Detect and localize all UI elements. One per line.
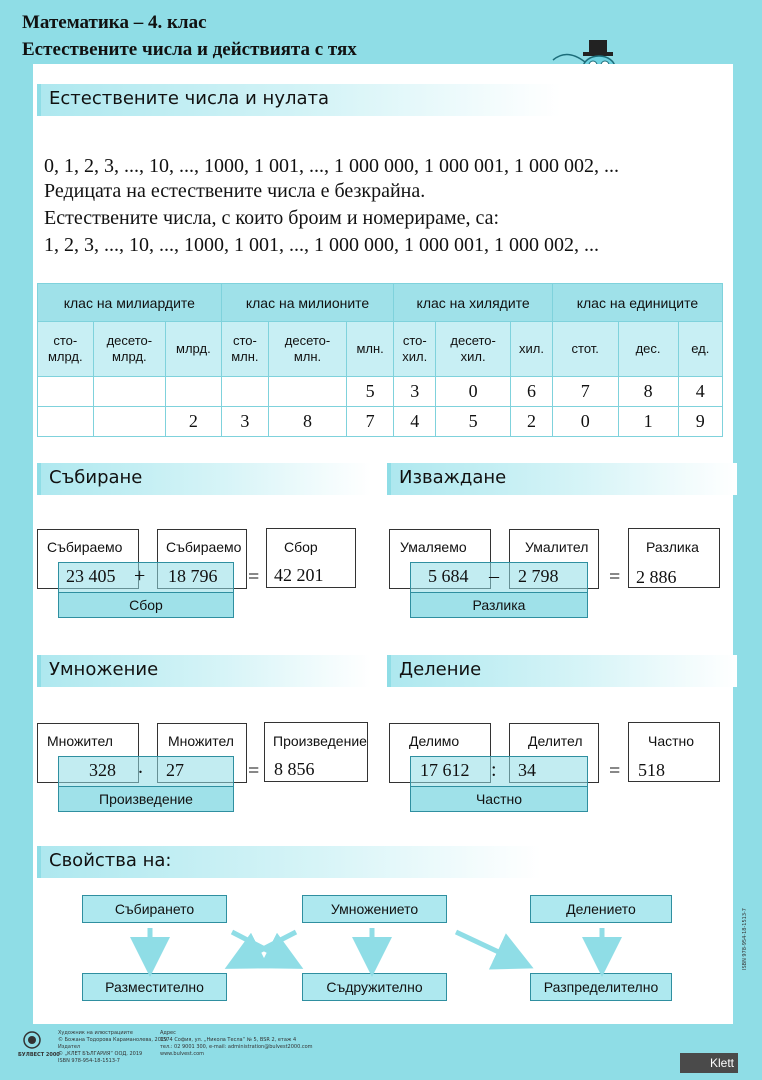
class-header-billions: клас на милиардите bbox=[38, 284, 222, 322]
minuend-label: Умаляемо bbox=[400, 539, 467, 555]
divisor-value: 34 bbox=[518, 760, 536, 780]
unit-header: млн. bbox=[346, 322, 393, 377]
addend2-label: Събираемо bbox=[166, 539, 242, 555]
klett-logo: Klett bbox=[680, 1053, 738, 1073]
unit-header: дес. bbox=[618, 322, 678, 377]
natural-counting-line: Естествените числа, с които броим и номерираме, са: bbox=[44, 207, 500, 229]
addend1-value: 23 405 bbox=[66, 566, 116, 586]
table-cell: 2 bbox=[511, 407, 553, 437]
table-cell: 8 bbox=[269, 407, 347, 437]
section-heading-division: Деление bbox=[399, 659, 482, 680]
table-cell: 4 bbox=[678, 377, 722, 407]
unit-header: стот. bbox=[552, 322, 618, 377]
dividend-label: Делимо bbox=[409, 733, 460, 749]
difference-expression-label: Разлика bbox=[410, 592, 588, 618]
section-heading-properties: Свойства на: bbox=[49, 850, 172, 871]
factor2-label: Множител bbox=[168, 733, 234, 749]
table-cell: 7 bbox=[552, 377, 618, 407]
table-cell: 7 bbox=[346, 407, 393, 437]
sum-expression-label: Сбор bbox=[58, 592, 234, 618]
property-commutative: Разместително bbox=[82, 973, 227, 1001]
quotient-expression-label: Частно bbox=[410, 786, 588, 812]
unit-header: сто- млрд. bbox=[38, 322, 94, 377]
arrow-diagonal-icon bbox=[232, 932, 290, 962]
addend2-value: 18 796 bbox=[168, 566, 218, 586]
difference-value: 2 886 bbox=[636, 567, 677, 587]
unit-header: десето- млрд. bbox=[93, 322, 165, 377]
table-cell: 6 bbox=[511, 377, 553, 407]
unit-header: сто- млн. bbox=[221, 322, 268, 377]
table-cell: 1 bbox=[618, 407, 678, 437]
plus-sign: + bbox=[134, 565, 146, 587]
divisor-label: Делител bbox=[528, 733, 583, 749]
subtrahend-value: 2 798 bbox=[518, 566, 559, 586]
poster-subtitle: Естествените числа и действията с тях bbox=[22, 39, 357, 60]
dividend-value: 17 612 bbox=[420, 760, 470, 780]
minuend-value: 5 684 bbox=[428, 566, 469, 586]
unit-header: десето- млн. bbox=[269, 322, 347, 377]
natural-counting-sequence: 1, 2, 3, ..., 10, ..., 1000, 1 001, ..., 1 000 000, 1 000 001, 1 000 002, ... bbox=[44, 234, 599, 256]
table-cell: 3 bbox=[221, 407, 268, 437]
section-heading-subtraction: Изваждане bbox=[399, 467, 507, 488]
sum-value: 42 201 bbox=[274, 565, 324, 585]
class-header-units: клас на единиците bbox=[552, 284, 722, 322]
natural-infinite-line: Редицата на естествените числа е безкрайна. bbox=[44, 180, 426, 202]
table-cell: 0 bbox=[436, 377, 511, 407]
unit-header: млрд. bbox=[166, 322, 222, 377]
equals-sign: = bbox=[248, 760, 260, 782]
class-header-thousands: клас на хилядите bbox=[394, 284, 553, 322]
property-source-addition: Събирането bbox=[82, 895, 227, 923]
footer-credits: Художник на илюстрациите © Божана Тодорова Караманолева, 2019 Издател © „КЛЕТ БЪЛГАРИЯ“ ООД, 2019 ISBN 978-954-18-1513-7 bbox=[58, 1030, 168, 1064]
table-cell: 8 bbox=[618, 377, 678, 407]
equals-sign: = bbox=[248, 566, 260, 588]
table-cell: 4 bbox=[394, 407, 436, 437]
table-cell: 3 bbox=[394, 377, 436, 407]
bulvest-logo-icon bbox=[22, 1030, 42, 1050]
factor1-value: 328 bbox=[89, 760, 116, 780]
property-distributive: Разпределително bbox=[530, 973, 672, 1001]
section-heading-multiplication: Умножение bbox=[49, 659, 159, 680]
table-cell: 0 bbox=[552, 407, 618, 437]
table-cell: 5 bbox=[346, 377, 393, 407]
equals-sign: = bbox=[609, 566, 621, 588]
colon-sign: : bbox=[491, 759, 497, 781]
property-associative: Съдружително bbox=[302, 973, 447, 1001]
product-value: 8 856 bbox=[274, 759, 315, 779]
quotient-value: 518 bbox=[638, 760, 665, 780]
section-heading-addition: Събиране bbox=[49, 467, 143, 488]
poster-title: Математика – 4. клас bbox=[22, 12, 207, 33]
class-header-millions: клас на милионите bbox=[221, 284, 394, 322]
factor2-value: 27 bbox=[166, 760, 184, 780]
equals-sign: = bbox=[609, 760, 621, 782]
arrow-diagonal-icon bbox=[238, 932, 296, 962]
table-cell: 2 bbox=[166, 407, 222, 437]
footer-address: Адрес 1574 София, ул. „Никола Тесла“ № 5, BSR 2, етаж 4 тел.: 02 9001 300, e-mail: administration@bulvest2000.com www.bulvest.com bbox=[160, 1030, 313, 1057]
barcode-isbn-text: ISBN 978-954-18-1513-7 bbox=[742, 908, 748, 970]
section-heading-natural: Естествените числа и нулата bbox=[49, 88, 330, 109]
dot-sign: . bbox=[138, 756, 143, 778]
product-label: Произведение bbox=[273, 733, 367, 749]
subtrahend-label: Умалител bbox=[525, 539, 589, 555]
difference-label: Разлика bbox=[646, 539, 699, 555]
property-source-multiplication: Умножението bbox=[302, 895, 447, 923]
property-source-division: Делението bbox=[530, 895, 672, 923]
quotient-label: Частно bbox=[648, 733, 695, 749]
minus-sign: – bbox=[489, 565, 499, 587]
factor1-label: Множител bbox=[47, 733, 113, 749]
unit-header: десето- хил. bbox=[436, 322, 511, 377]
unit-header: ед. bbox=[678, 322, 722, 377]
unit-header: хил. bbox=[511, 322, 553, 377]
unit-header: сто- хил. bbox=[394, 322, 436, 377]
table-cell: 9 bbox=[678, 407, 722, 437]
bulvest-logo-text: БУЛВЕСТ 2000 bbox=[18, 1052, 60, 1058]
product-expression-label: Произведение bbox=[58, 786, 234, 812]
natural-sequence-line: 0, 1, 2, 3, ..., 10, ..., 1000, 1 001, ..., 1 000 000, 1 000 001, 1 000 002, ... bbox=[44, 155, 619, 177]
addend1-label: Събираемо bbox=[47, 539, 123, 555]
arrow-diagonal-icon bbox=[456, 932, 520, 962]
sum-label: Сбор bbox=[284, 539, 318, 555]
table-cell: 5 bbox=[436, 407, 511, 437]
